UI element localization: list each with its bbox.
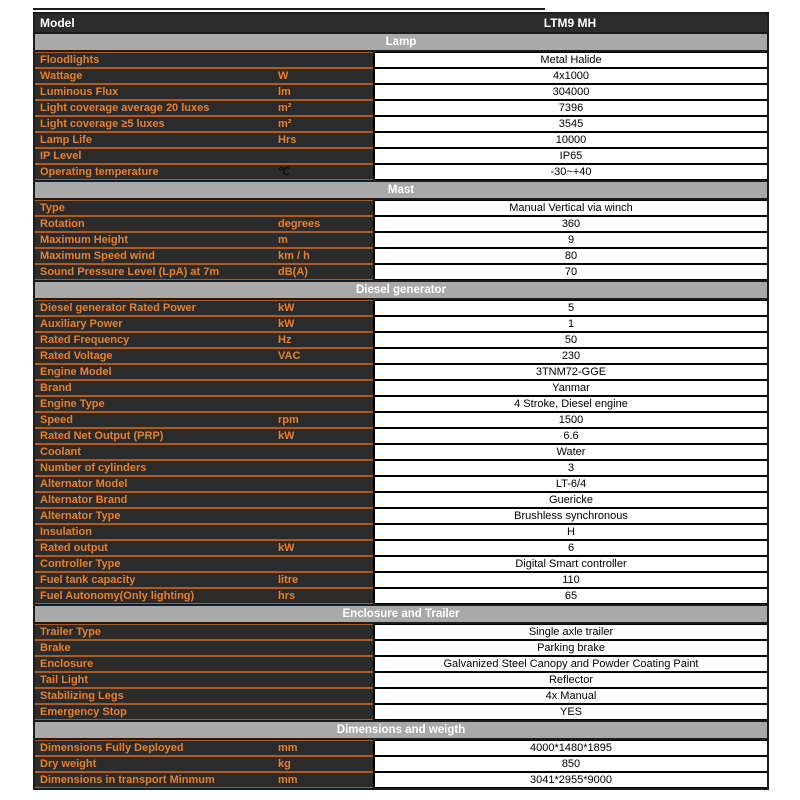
spec-row-controller-type [35, 556, 767, 572]
row-label [35, 444, 373, 460]
row-label [35, 704, 373, 720]
row-value: 4000*1480*1895 [373, 740, 767, 756]
spec-row-alternator-model [35, 476, 767, 492]
row-value: Galvanized Steel Canopy and Powder Coating Paint [373, 656, 767, 672]
spec-row-sound-pressure-level-lpa-at-7m [35, 264, 767, 280]
row-value: 3041*2955*9000 [373, 772, 767, 788]
row-label-text: Stabilizing Legs [40, 690, 124, 702]
row-label-text: Floodlights [40, 54, 100, 66]
row-unit: ℃ [278, 166, 291, 178]
row-label-text: Luminous Flux [40, 86, 119, 98]
spec-row-engine-model [35, 364, 767, 380]
row-label-text: IP Level [40, 150, 82, 162]
row-value: Manual Vertical via winch [373, 200, 767, 216]
spec-row-fuel-tank-capacity [35, 572, 767, 588]
row-label [35, 68, 373, 84]
row-label-text: Rated Voltage [40, 350, 113, 362]
row-label [35, 524, 373, 540]
row-unit: m² [278, 118, 292, 130]
spec-row-maximum-height [35, 232, 767, 248]
spec-row-maximum-speed-wind [35, 248, 767, 264]
top-divider-line [33, 8, 545, 10]
spec-row-rated-frequency [35, 332, 767, 348]
spec-row-wattage [35, 68, 767, 84]
row-label-text: Operating temperature [40, 166, 159, 178]
spec-row-trailer-type [35, 624, 767, 640]
row-label [35, 316, 373, 332]
spec-row-rated-voltage [35, 348, 767, 364]
spec-row-light-coverage-5-luxes [35, 116, 767, 132]
spec-row-coolant [35, 444, 767, 460]
row-label [35, 756, 373, 772]
section-header-enclosure-and-trailer: Enclosure and Trailer [35, 604, 767, 624]
row-value: 50 [373, 332, 767, 348]
row-label-text: Engine Model [40, 366, 112, 378]
row-label-text: Insulation [40, 526, 92, 538]
sections-container [35, 32, 767, 788]
row-unit: kW [278, 430, 295, 442]
spec-row-insulation [35, 524, 767, 540]
row-label [35, 100, 373, 116]
row-label-text: Diesel generator Rated Power [40, 302, 196, 314]
row-value: 7396 [373, 100, 767, 116]
spec-row-luminous-flux [35, 84, 767, 100]
row-label-text: Dimensions Fully Deployed [40, 742, 184, 754]
row-label-text: Coolant [40, 446, 81, 458]
spec-row-light-coverage-average-20-luxes [35, 100, 767, 116]
spec-row-rated-net-output-prp [35, 428, 767, 444]
row-label-text: Wattage [40, 70, 83, 82]
row-label-text: Rated Frequency [40, 334, 130, 346]
spec-table [33, 12, 769, 790]
spec-row-rated-output [35, 540, 767, 556]
spec-row-floodlights [35, 52, 767, 68]
row-value: Metal Halide [373, 52, 767, 68]
row-label-text: Auxiliary Power [40, 318, 123, 330]
row-label [35, 772, 373, 788]
row-label-text: Light coverage ≥5 luxes [40, 118, 165, 130]
row-value: Digital Smart controller [373, 556, 767, 572]
row-label-text: Enclosure [40, 658, 94, 670]
row-label [35, 508, 373, 524]
row-value: 3TNM72-GGE [373, 364, 767, 380]
row-value: Reflector [373, 672, 767, 688]
spec-row-enclosure [35, 656, 767, 672]
row-label-text: Brake [40, 642, 71, 654]
row-unit: m² [278, 102, 292, 114]
row-label [35, 116, 373, 132]
spec-row-number-of-cylinders [35, 460, 767, 476]
spec-row-brake [35, 640, 767, 656]
row-value: 70 [373, 264, 767, 280]
section-header-dimensions-and-weigth: Dimensions and weigth [35, 720, 767, 740]
row-label-text: Tail Light [40, 674, 89, 686]
row-label [35, 740, 373, 756]
row-label-text: Number of cylinders [40, 462, 147, 474]
row-label [35, 588, 373, 604]
row-label [35, 52, 373, 68]
row-label [35, 332, 373, 348]
row-label-text: Light coverage average 20 luxes [40, 102, 210, 114]
row-unit: dB(A) [278, 266, 308, 278]
row-label [35, 640, 373, 656]
row-value: LT-6/4 [373, 476, 767, 492]
row-label [35, 688, 373, 704]
row-label-text: Dimensions in transport Minmum [40, 774, 215, 786]
row-label [35, 396, 373, 412]
row-unit: Hrs [278, 134, 297, 146]
row-label [35, 264, 373, 280]
row-label [35, 216, 373, 232]
row-unit: km / h [278, 250, 310, 262]
row-label-text: Rated output [40, 542, 108, 554]
row-label [35, 364, 373, 380]
row-unit: rpm [278, 414, 299, 426]
spec-row-ip-level [35, 148, 767, 164]
model-header-value: LTM9 MH [543, 16, 597, 30]
row-value: 5 [373, 300, 767, 316]
spec-row-rotation [35, 216, 767, 232]
row-value: 110 [373, 572, 767, 588]
row-value: Parking brake [373, 640, 767, 656]
section-header-mast: Mast [35, 180, 767, 200]
spec-row-speed [35, 412, 767, 428]
row-label [35, 476, 373, 492]
row-unit: hrs [278, 590, 296, 602]
row-value: Guericke [373, 492, 767, 508]
spec-row-tail-light [35, 672, 767, 688]
row-value: Yanmar [373, 380, 767, 396]
row-label [35, 412, 373, 428]
spec-row-auxiliary-power [35, 316, 767, 332]
row-label-text: Lamp Life [40, 134, 92, 146]
row-value: 1 [373, 316, 767, 332]
row-unit: mm [278, 774, 298, 786]
row-label [35, 572, 373, 588]
row-unit: litre [278, 574, 299, 586]
row-label-text: Emergency Stop [40, 706, 127, 718]
row-label [35, 556, 373, 572]
spec-row-stabilizing-legs [35, 688, 767, 704]
row-value: 6 [373, 540, 767, 556]
row-label-text: Engine Type [40, 398, 105, 410]
row-label [35, 148, 373, 164]
row-label [35, 248, 373, 264]
row-value: 360 [373, 216, 767, 232]
row-label [35, 84, 373, 100]
spec-row-alternator-type [35, 508, 767, 524]
row-value: 6.6 [373, 428, 767, 444]
row-value: 4x1000 [373, 68, 767, 84]
row-label-text: Alternator Model [40, 478, 128, 490]
row-label-text: Trailer Type [40, 626, 101, 638]
spec-row-brand [35, 380, 767, 396]
row-label-text: Sound Pressure Level (LpA) at 7m [40, 266, 220, 278]
row-label-text: Alternator Type [40, 510, 121, 522]
row-label [35, 624, 373, 640]
row-label [35, 232, 373, 248]
row-value: Water [373, 444, 767, 460]
model-header-row [35, 14, 767, 32]
row-label-text: Rotation [40, 218, 85, 230]
row-unit: mm [278, 742, 298, 754]
row-label [35, 164, 373, 180]
row-unit: kg [278, 758, 291, 770]
row-value: 304000 [373, 84, 767, 100]
row-label-text: Fuel Autonomy(Only lighting) [40, 590, 195, 602]
row-label [35, 380, 373, 396]
section-header-diesel-generator: Diesel generator [35, 280, 767, 300]
row-label [35, 348, 373, 364]
row-value: H [373, 524, 767, 540]
row-unit: Hz [278, 334, 292, 346]
model-header-label: Model [40, 16, 75, 30]
row-label [35, 540, 373, 556]
row-value: Single axle trailer [373, 624, 767, 640]
row-label-text: Brand [40, 382, 72, 394]
spec-row-operating-temperature [35, 164, 767, 180]
row-value: 10000 [373, 132, 767, 148]
row-value: 230 [373, 348, 767, 364]
row-label-text: Speed [40, 414, 74, 426]
row-unit: kW [278, 318, 295, 330]
row-label [35, 492, 373, 508]
row-value: -30~+40 [373, 164, 767, 180]
row-label-text: Controller Type [40, 558, 121, 570]
spec-row-alternator-brand [35, 492, 767, 508]
spec-row-dry-weight [35, 756, 767, 772]
spec-row-engine-type [35, 396, 767, 412]
spec-row-emergency-stop [35, 704, 767, 720]
row-value: 1500 [373, 412, 767, 428]
spec-row-dimensions-fully-deployed [35, 740, 767, 756]
row-value: 4 Stroke, Diesel engine [373, 396, 767, 412]
row-label [35, 300, 373, 316]
row-label [35, 460, 373, 476]
spec-row-lamp-life [35, 132, 767, 148]
row-unit: kW [278, 302, 295, 314]
row-unit: degrees [278, 218, 321, 230]
row-value: 65 [373, 588, 767, 604]
row-label [35, 656, 373, 672]
row-label-text: Type [40, 202, 65, 214]
spec-row-type [35, 200, 767, 216]
row-value: 9 [373, 232, 767, 248]
row-label-text: Alternator Brand [40, 494, 128, 506]
row-unit: kW [278, 542, 295, 554]
spec-row-fuel-autonomy-only-lighting [35, 588, 767, 604]
row-value: 3 [373, 460, 767, 476]
row-unit: m [278, 234, 288, 246]
row-unit: W [278, 70, 289, 82]
row-value: 4x Manual [373, 688, 767, 704]
row-unit: lm [278, 86, 291, 98]
row-label [35, 200, 373, 216]
section-header-lamp: Lamp [35, 32, 767, 52]
row-unit: VAC [278, 350, 301, 362]
row-label [35, 132, 373, 148]
row-value: 80 [373, 248, 767, 264]
row-value: 3545 [373, 116, 767, 132]
row-value: Brushless synchronous [373, 508, 767, 524]
row-value: IP65 [373, 148, 767, 164]
row-value: 850 [373, 756, 767, 772]
row-value: YES [373, 704, 767, 720]
row-label-text: Dry weight [40, 758, 97, 770]
row-label-text: Maximum Speed wind [40, 250, 155, 262]
spec-row-dimensions-in-transport-minmum [35, 772, 767, 788]
row-label-text: Maximum Height [40, 234, 129, 246]
row-label-text: Fuel tank capacity [40, 574, 136, 586]
spec-row-diesel-generator-rated-power [35, 300, 767, 316]
row-label [35, 672, 373, 688]
row-label-text: Rated Net Output (PRP) [40, 430, 164, 442]
row-label [35, 428, 373, 444]
